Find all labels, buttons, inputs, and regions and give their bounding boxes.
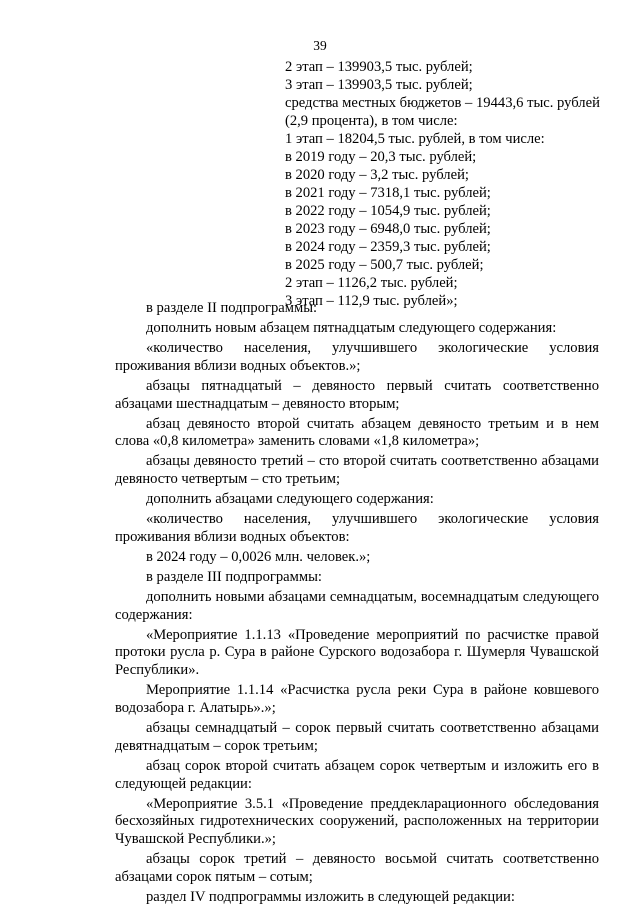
budget-line: в 2021 году – 7318,1 тыс. рублей; xyxy=(285,185,491,201)
paragraph: «количество населения, улучшившего экологические условия проживания вблизи водных объектов: xyxy=(115,511,599,545)
budget-block xyxy=(285,58,599,310)
paragraph: абзацы пятнадцатый – девяносто первый считать соответственно абзацами шестнадцатым – девяносто вторым; xyxy=(115,377,599,412)
budget-line: (2,9 процента), в том числе: xyxy=(285,113,458,129)
paragraph: абзацы семнадцатый – сорок первый считать соответственно абзацами девятнадцатым – сорок третьим; xyxy=(115,719,599,754)
budget-line: 3 этап – 139903,5 тыс. рублей; xyxy=(285,77,473,93)
budget-line: 1 этап – 18204,5 тыс. рублей, в том числе: xyxy=(285,131,545,147)
document-body xyxy=(115,300,599,909)
budget-line: в 2023 году – 6948,0 тыс. рублей; xyxy=(285,221,491,237)
paragraph: Мероприятие 1.1.14 «Расчистка русла реки Сура в районе ковшевого водозабора г. Алатырь».»; xyxy=(115,682,599,716)
budget-line: в 2022 году – 1054,9 тыс. рублей; xyxy=(285,203,491,219)
budget-line: в 2024 году – 2359,3 тыс. рублей; xyxy=(285,239,491,255)
paragraph: в 2024 году – 0,0026 млн. человек.»; xyxy=(146,548,371,565)
paragraph: абзац девяносто второй считать абзацем девяносто третьим и в нем слова «0,8 километра» заменить словами «1,8 километра»; xyxy=(115,415,599,450)
paragraph: «Мероприятие 1.1.13 «Проведение мероприятий по расчистке правой протоки русла р. Сура в районе Сурского водозабора г. Шумерля Чувашской Республики». xyxy=(115,626,599,679)
paragraph: абзацы девяносто третий – сто второй считать соответственно абзацами девяносто четвертым – сто третьим; xyxy=(115,453,599,488)
page-number: 39 xyxy=(313,38,327,53)
paragraph: дополнить новым абзацем пятнадцатым следующего содержания: xyxy=(146,319,557,336)
paragraph: раздел IV подпрограммы изложить в следующей редакции: xyxy=(146,888,515,905)
budget-line: средства местных бюджетов – 19443,6 тыс. рублей xyxy=(285,95,600,111)
paragraph: в разделе II подпрограммы: xyxy=(146,300,318,316)
paragraph: «количество населения, улучшившего экологические условия проживания вблизи водных объектов.»; xyxy=(115,339,599,374)
budget-line: в 2025 году – 500,7 тыс. рублей; xyxy=(285,257,484,273)
budget-line: в 2019 году – 20,3 тыс. рублей; xyxy=(285,149,477,165)
budget-line: в 2020 году – 3,2 тыс. рублей; xyxy=(285,167,469,183)
budget-line: 2 этап – 139903,5 тыс. рублей; xyxy=(285,59,473,75)
budget-line: 3 этап – 112,9 тыс. рублей»; xyxy=(285,293,458,309)
paragraph: абзац сорок второй считать абзацем сорок четвертым и изложить его в следующей редакции: xyxy=(115,757,599,792)
budget-line: 2 этап – 1126,2 тыс. рублей; xyxy=(285,275,458,291)
paragraph: в разделе III подпрограммы: xyxy=(146,568,322,585)
paragraph: дополнить абзацами следующего содержания: xyxy=(146,491,434,508)
paragraph: дополнить новыми абзацами семнадцатым, восемнадцатым следующего содержания: xyxy=(115,588,599,623)
paragraph: абзацы сорок третий – девяносто восьмой считать соответственно абзацами сорок пятым – сотым; xyxy=(115,851,599,885)
paragraph: «Мероприятие 3.5.1 «Проведение преддекларационного обследования бесхозяйных гидротехнических сооружений, расположенных на территории Чувашской Республики.»; xyxy=(115,795,599,848)
